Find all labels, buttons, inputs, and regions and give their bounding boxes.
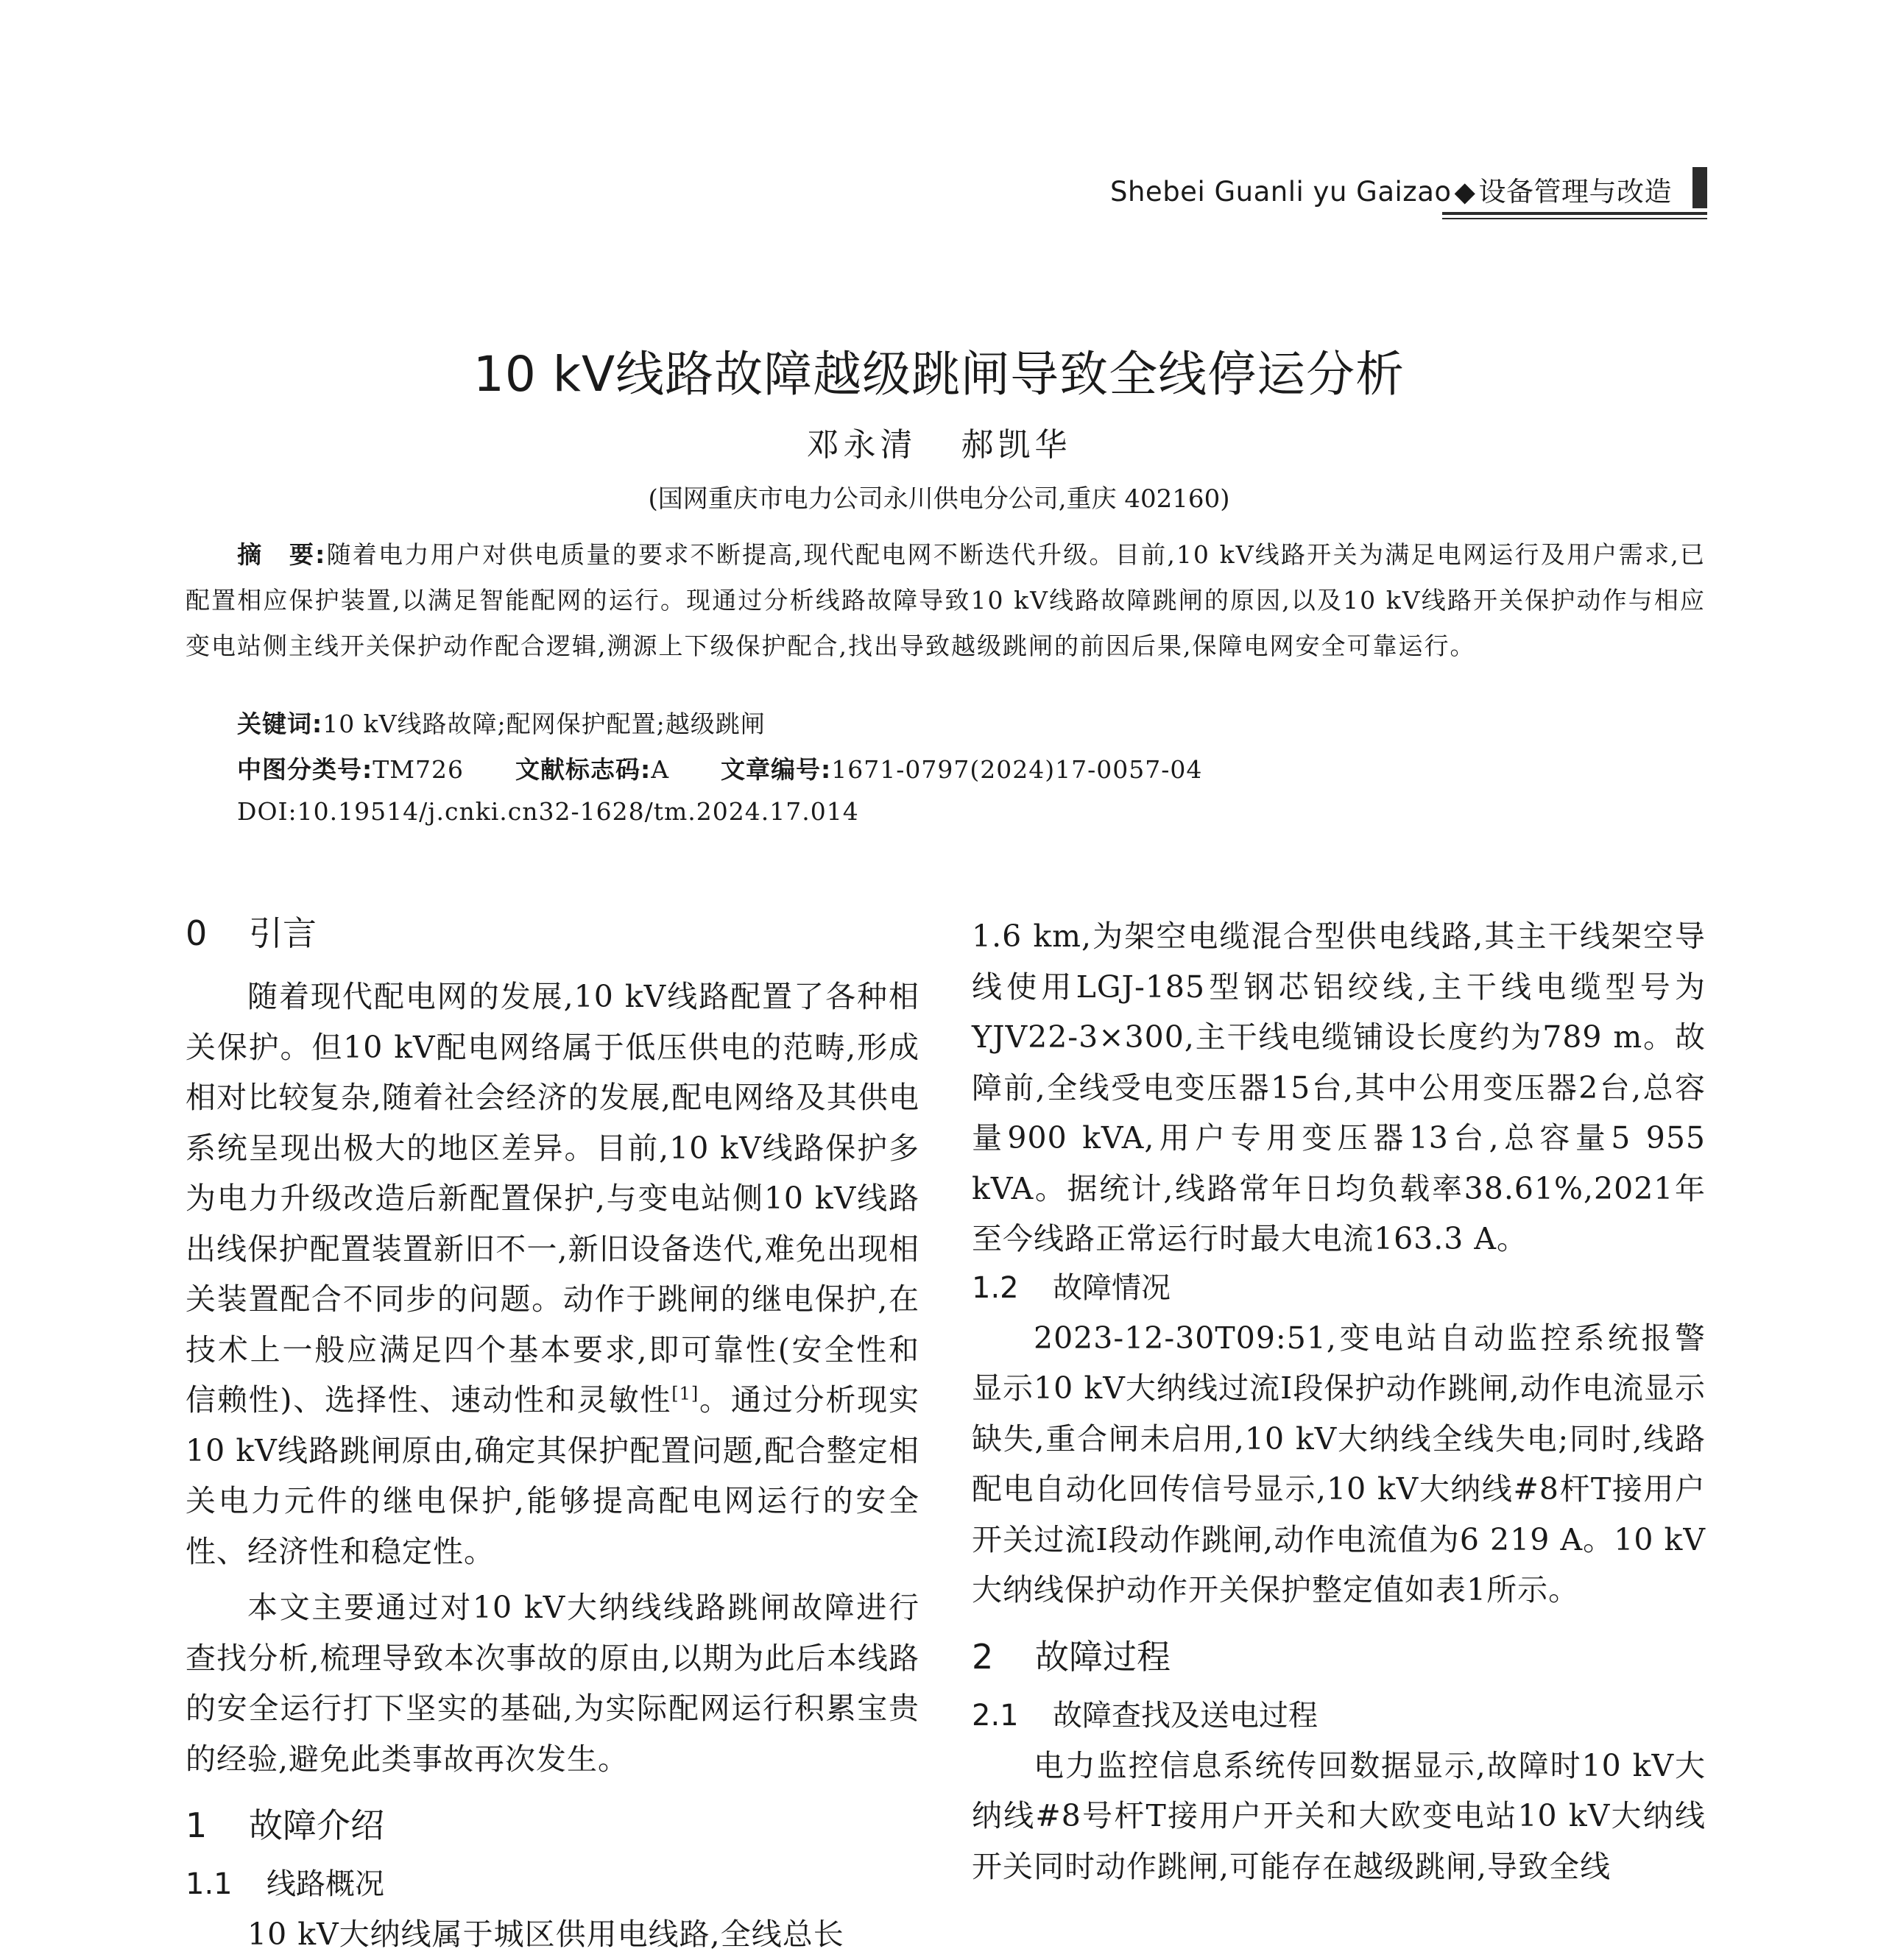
paragraph-text: 。通过分析现实10 kV线路跳闸原由,确定其保护配置问题,配合整定相关电力元件的继电保护,能够提高配电网运行的安全性、经济性和稳定性。: [186, 1382, 920, 1569]
section-number: 2: [972, 1636, 994, 1677]
journal-name: Shebei Guanli yu Gaizao: [1110, 176, 1452, 208]
header-rule: [1442, 212, 1707, 215]
section-number: 0: [186, 913, 208, 953]
section-title: 故障介绍: [249, 1805, 384, 1845]
clc-label: 中图分类号:: [237, 755, 373, 784]
body-paragraph: 本文主要通过对10 kV大纳线线路跳闸故障进行查找分析,梳理导致本次事故的原由,以期为此后本线路的安全运行打下坚实的基础,为实际配网运行积累宝贵的经验,避免此类事故再次发生。: [186, 1590, 919, 1777]
doi-line: [237, 797, 859, 826]
left-column: [186, 911, 919, 1960]
author-list: [0, 418, 1878, 465]
doi-label: DOI:: [237, 797, 297, 826]
diamond-icon: ◆: [1454, 176, 1476, 208]
journal-section: 设备管理与改造: [1478, 176, 1672, 208]
clc-value: TM726: [373, 755, 464, 784]
article-number-value: 1671-0797(2024)17-0057-04: [831, 755, 1203, 784]
subsection-heading: [972, 1267, 1706, 1309]
body-paragraph: 电力监控信息系统传回数据显示,故障时10 kV大纳线#8号杆T接用户开关和大欧变电站10 kV大纳线开关同时动作跳闸,可能存在越级跳闸,导致全线: [972, 1747, 1706, 1884]
document-code-label: 文献标志码:: [515, 755, 652, 784]
paragraph-text: 随着现代配电网的发展,10 kV线路配置了各种相关保护。但10 kV配电网络属于低压供电的范畴,形成相对比较复杂,随着社会经济的发展,配电网络及其供电系统呈现出极大的地区差异。目前,10 kV线路保护多为电力升级改造后新配置保护,与变电站侧10 kV线路出线保护配置装置新旧不一,新旧设备迭代,难免出现相关装置配合不同步的问题。动作于跳闸的继电保护,在技术上一般应满足四个基本要求,即可靠性(安全性和信赖性)、选择性、速动性和灵敏性: [186, 979, 920, 1418]
author-affiliation: (国网重庆市电力公司永川供电分公司,重庆 402160): [648, 484, 1230, 514]
section-heading: [186, 911, 919, 955]
subsection-number: 1.2: [972, 1270, 1019, 1305]
classification-line: [237, 751, 1202, 785]
subsection-number: 2.1: [972, 1698, 1019, 1733]
keywords-label: 关键词:: [237, 710, 323, 738]
abstract: [186, 532, 1706, 669]
section-title: 故障过程: [1035, 1636, 1171, 1677]
subsection-heading: [972, 1695, 1706, 1736]
author-name: 邓永清: [806, 426, 917, 464]
section-number: 1: [186, 1805, 208, 1845]
subsection-heading: [186, 1864, 919, 1905]
body-paragraph: [186, 972, 919, 1577]
section-title: 引言: [249, 913, 317, 953]
running-header-text: [1110, 169, 1672, 209]
doi-value: 10.19514/j.cnki.cn32-1628/tm.2024.17.014: [297, 797, 859, 826]
subsection-title: 线路概况: [266, 1867, 384, 1901]
section-heading: [972, 1635, 1706, 1679]
keywords-text: 10 kV线路故障;配网保护配置;越级跳闸: [322, 710, 766, 738]
author-name: 郝凯华: [961, 426, 1072, 464]
body-paragraph: 2023-12-30T09:51,变电站自动监控系统报警显示10 kV大纳线过流Ⅰ段保护动作跳闸,动作电流显示缺失,重合闸未启用,10 kV大纳线全线失电;同时,线路配电自动化回传信号显示,10 kV大纳线#8杆T接用户开关过流Ⅰ段动作跳闸,动作电流值为6 219 A。10 kV大纳线保护动作开关保护整定值如表1所示。: [972, 1320, 1706, 1607]
right-column: [972, 911, 1706, 1892]
abstract-text: 随着电力用户对供电质量的要求不断提高,现代配电网不断迭代升级。目前,10 kV线路开关为满足电网运行及用户需求,已配置相应保护装置,以满足智能配网的运行。现通过分析线路故障导致10 kV线路故障跳闸的原因,以及10 kV线路开关保护动作与相应变电站侧主线开关保护动作配合逻辑,溯源上下级保护配合,找出导致越级跳闸的前因后果,保障电网安全可靠运行。: [186, 540, 1706, 660]
section-heading: [186, 1803, 919, 1847]
subsection-title: 故障情况: [1053, 1270, 1171, 1305]
article-number-label: 文章编号:: [721, 755, 832, 784]
subsection-title: 故障查找及送电过程: [1053, 1698, 1318, 1733]
subsection-number: 1.1: [186, 1867, 233, 1901]
header-bar-decoration: [1692, 167, 1707, 208]
document-code-value: A: [651, 755, 670, 784]
citation-ref: [1]: [671, 1383, 699, 1404]
keywords: [237, 705, 766, 740]
paper-title: 10 kV线路故障越级跳闸导致全线停运分析: [473, 346, 1405, 403]
body-paragraph: 10 kV大纳线属于城区供用电线路,全线总长: [247, 1917, 844, 1952]
abstract-label: 摘 要:: [237, 540, 327, 569]
header-rule-thin: [1442, 218, 1707, 219]
running-header: [1110, 163, 1707, 222]
body-paragraph: 1.6 km,为架空电缆混合型供电线路,其主干线架空导线使用LGJ-185型钢芯铝绞线,主干线电缆型号为YJV22-3×300,主干线电缆铺设长度约为789 m。故障前,全线受电变压器15台,其中公用变压器2台,总容量900 kVA,用户专用变压器13台,总容量5 955 kVA。据统计,线路常年日均负载率38.61%,2021年至今线路正常运行时最大电流163.3 A。: [972, 919, 1706, 1256]
